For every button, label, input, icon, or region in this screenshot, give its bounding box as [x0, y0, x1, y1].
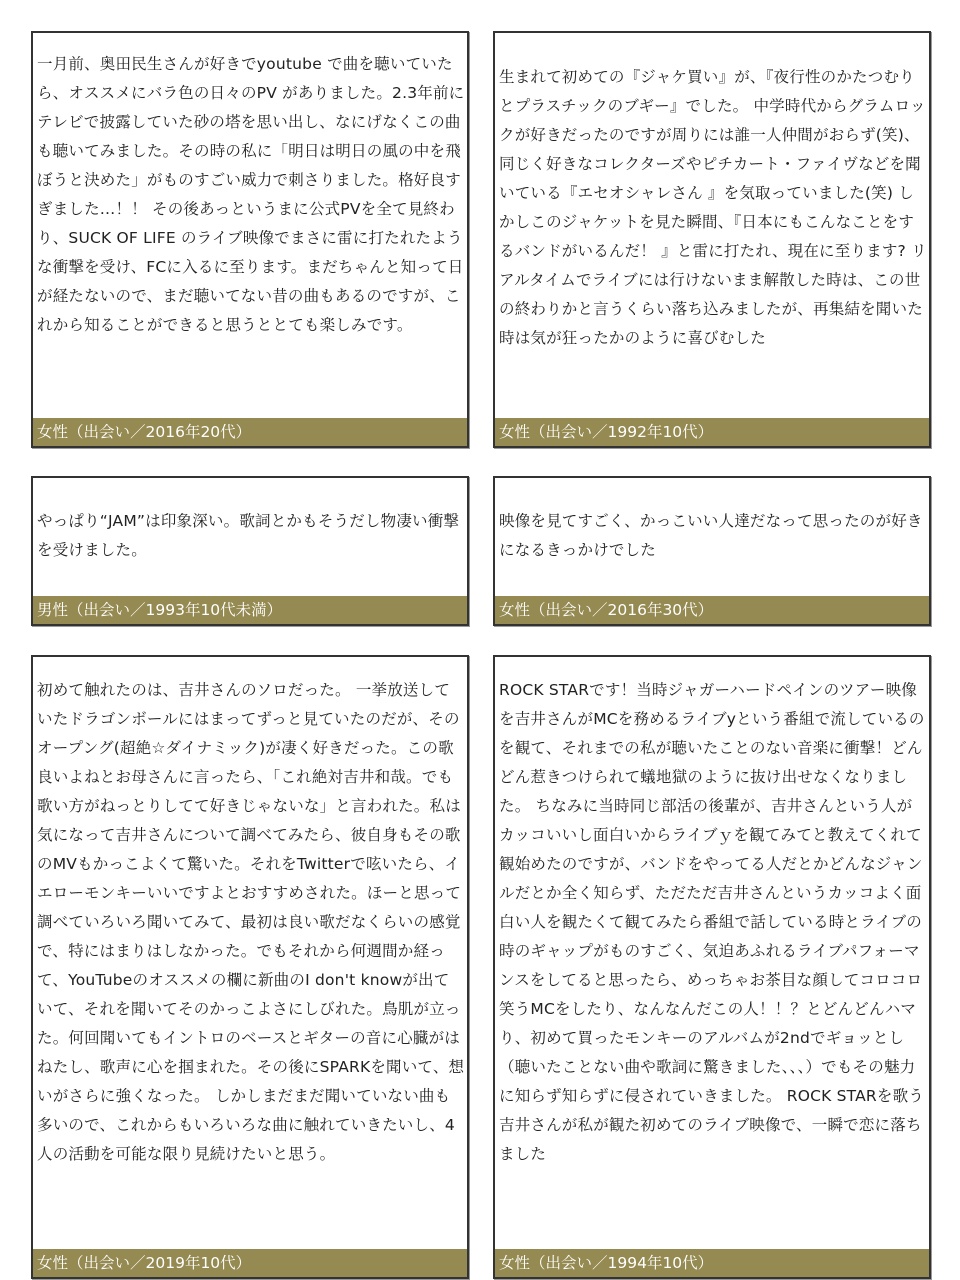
comment-author-info: 女性（出会い／2016年30代） [495, 596, 929, 624]
comment-card [31, 655, 469, 1279]
comment-text: 初めて触れたのは、吉井さんのソロだった。 一挙放送していたドラゴンボールにはまってずっと見ていたのだが、そのオープング(超絶☆ダイナミック)が凄く好きだった。この歌良いよねとお母さんに言ったら、「これ絶対吉井和哉。でも歌い方がねっとりしてて好きじゃないな」と言われた。私は気になって吉井さんについて調べてみたら、彼自身もその歌のMVもかっこよくて驚いた。それをTwitterで呟いたら、イエローモンキーいいですよとおすすめされた。ほーと思って調べていろいろ聞いてみて、最初は良い歌だなくらいの感覚で、特にはまりはしなかった。でもそれから何週間か経って、YouTubeのオススメの欄に新曲のI don't knowが出ていて、それを聞いてそのかっこよさにしびれた。鳥肌が立った。何回聞いてもイントロのベースとギターの音に心臓がはねたし、歌声に心を掴まれた。その後にSPARKを聞いて、想いがさらに強くなった。 しかしまだまだ聞いていない曲も多いので、これからもいろいろな曲に触れていきたいし、4人の活動を可能な限り見続けたいと思う。 [37, 681, 465, 1163]
comment-author-info: 女性（出会い／2016年20代） [33, 418, 467, 446]
comment-text: 一月前、奥田民生さんが好きでyoutube で曲を聴いていたら、オススメにバラ色の日々のPV がありました。2.3年前にテレビで披露していた砂の塔を思い出し、なにげなくこの曲も聴いてみました。その時の私に「明日は明日の風の中を飛ぼうと決めた」がものすごい威力で刺さりました。格好良すぎました…！！ その後あっというまに公式PVを全て見終わり、SUCK OF LIFE のライブ映像でまさに雷に打たれたような衝撃を受け、FCに入るに至ります。まだちゃんと知って日が経たないので、まだ聴いてない昔の曲もあるのですが、これから知ることができると思うととても楽しみです。 [37, 55, 465, 334]
comment-author-info: 女性（出会い／1994年10代） [495, 1249, 929, 1277]
comment-card [493, 476, 931, 626]
comment-card [493, 31, 931, 448]
comment-text: 生まれて初めての『ジャケ買い』が、『夜行性のかたつむりとプラスチックのブギー』でした。 中学時代からグラムロックが好きだったのですが周りには誰一人仲間がおらず(笑)、同じく好きなコレクターズやピチカート・ファイヴなどを聞いている『エセオシャレさん 』を気取っていました(笑) しかしこのジャケットを見た瞬間、『日本にもこんなことをするバンドがいるんだ！ 』と雷に打たれ、現在に至ります? リアルタイムでライブには行けないまま解散した時は、この世の終わりかと言うくらい落ち込みましたが、再集結を聞いた時は気が狂ったかのように喜びむした [499, 68, 927, 347]
comment-text: ROCK STARです！当時ジャガーハードペインのツアー映像を吉井さんがMCを務めるライブyという番組で流しているのを観て、それまでの私が聴いたことのない音楽に衝撃！どんどん惹きつけられて蟻地獄のように抜け出せなくなりました。 ちなみに当時同じ部活の後輩が、吉井さんという人がカッコいいし面白いからライブｙを観てみてと教えてくれて観始めたのですが、バンドをやってる人だとかどんなジャンルだとか全く知らず、ただただ吉井さんというカッコよく面白い人を観たくて観てみたら番組で話している時とライブの時のギャップがものすごく、気迫あふれるライブパフォーマンスをしてると思ったら、めっちゃお茶目な顔してコロコロ笑うMCをしたり、なんなんだこの人！！？とどんどんハマり、初めて買ったモンキーのアルバムが2ndでギョッとし（聴いたことない曲や歌詞に驚きました、、、）でもその魅力に知らず知らずに侵されていきました。 ROCK STARを歌う吉井さんが私が観た初めてのライブ映像で、一瞬で恋に落ちました [499, 681, 925, 1163]
comment-author-info: 女性（出会い／2019年10代） [33, 1249, 467, 1277]
comment-text: 映像を見てすごく、かっこいい人達だなって思ったのが好きになるきっかけでした [499, 512, 923, 559]
comment-author-info: 男性（出会い／1993年10代未満） [33, 596, 467, 624]
comment-card [493, 655, 931, 1279]
comment-author-info: 女性（出会い／1992年10代） [495, 418, 929, 446]
comment-text: やっぱり“JAM”は印象深い。歌詞とかもそうだし物凄い衝撃を受けました。 [37, 512, 460, 559]
comment-card [31, 31, 469, 448]
comment-card [31, 476, 469, 626]
